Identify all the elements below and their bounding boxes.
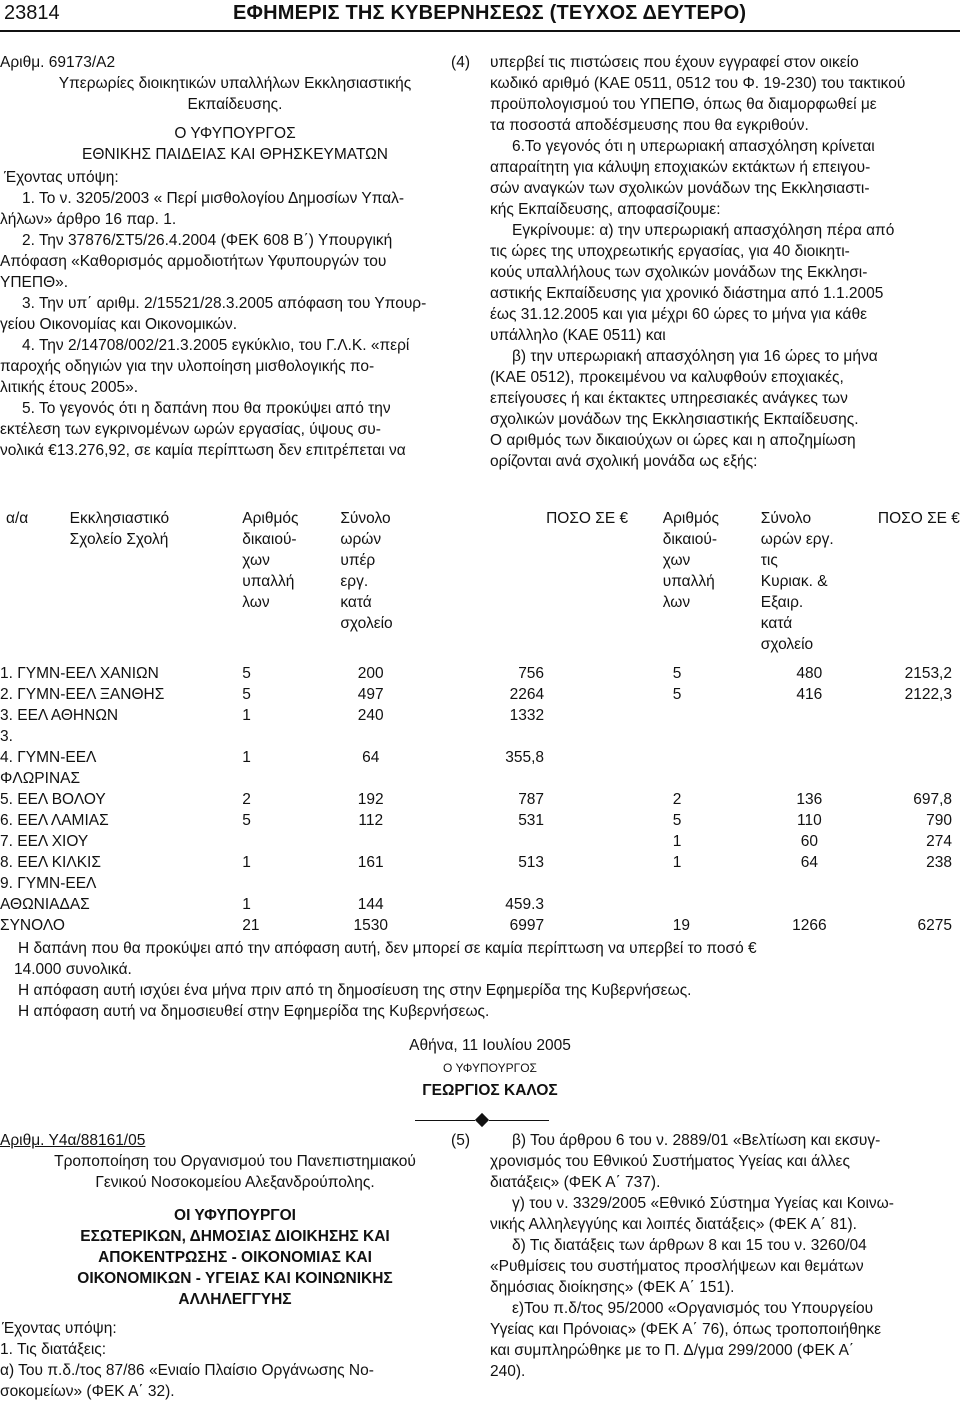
text-line: αστικής Εκπαίδευσης για χρονικό διάστημα από 1.1.2005 bbox=[490, 285, 884, 302]
header-rule bbox=[0, 30, 960, 32]
text-line: κούς υπαλλήλους των σχολικών μονάδων της Εκκλησι- bbox=[490, 264, 868, 281]
cell-school: 3. bbox=[0, 728, 13, 745]
cell-n2 bbox=[663, 894, 761, 915]
cell-school: 3. ΕΕΛ ΑΘΗΝΩΝ bbox=[0, 707, 119, 724]
cell-a1 bbox=[439, 873, 546, 894]
header-beneficiaries bbox=[242, 508, 340, 655]
decision4-considering: Έχοντας υπόψη: bbox=[4, 169, 119, 186]
cell-school: 8. ΕΕΛ ΚΙΛΚΙΣ bbox=[0, 854, 101, 871]
header-beneficiaries-2 bbox=[663, 508, 761, 655]
cell-h2 bbox=[761, 747, 878, 768]
text-line: 2. Την 37876/ΣΤ5/26.4.2004 (ΦΕΚ 608 Β΄) Υπουργική bbox=[22, 232, 393, 249]
cell-n2 bbox=[663, 705, 761, 726]
cell-n1 bbox=[242, 831, 340, 852]
cell-n1: 21 bbox=[242, 917, 260, 934]
decision5-seq: (5) bbox=[451, 1132, 470, 1149]
text-line: νικής Αλληλεγγύης και λοιπές διατάξεις» (ΦΕΚ Α΄ 81). bbox=[490, 1216, 857, 1233]
authority-line: ΟΙ ΥΦΥΠΟΥΡΓΟΙ bbox=[174, 1207, 296, 1224]
authority-line: ΟΙΚΟΝΟΜΙΚΩΝ - ΥΓΕΙΑΣ ΚΑΙ ΚΟΙΝΩΝΙΚΗΣ bbox=[77, 1270, 393, 1287]
cell-a2: 2153,2 bbox=[904, 665, 952, 682]
cell-h1: 112 bbox=[358, 812, 384, 829]
text-line: 1. Το ν. 3205/2003 « Περί μισθολογίου Δημοσίων Υπαλ- bbox=[22, 190, 405, 207]
cell-a2 bbox=[878, 873, 960, 894]
cell-h1: 144 bbox=[357, 896, 384, 913]
cell-school: 5. ΕΕΛ ΒΟΛΟΥ bbox=[0, 791, 106, 808]
cell-n2: 5 bbox=[672, 686, 682, 703]
header-line: ΠΟΣΟ ΣΕ € bbox=[877, 510, 960, 527]
header-line: Σύνολο bbox=[760, 510, 812, 527]
signer-name: ΓΕΩΡΓΙΟΣ ΚΑΛΟΣ bbox=[422, 1082, 558, 1099]
cell-n1: 5 bbox=[242, 812, 251, 829]
cell-n2: 19 bbox=[672, 917, 690, 934]
text-line: χρονισμός του Εθνικού Συστήματος Υγείας και άλλες bbox=[490, 1153, 850, 1170]
header-total-hours bbox=[340, 508, 439, 655]
cell-h1 bbox=[340, 768, 439, 789]
cell-h2 bbox=[761, 705, 878, 726]
text-line: έως 31.12.2005 και για μέχρι 60 ώρες το μήνα για κάθε bbox=[490, 306, 868, 323]
text-line: ορίζονται ανά σχολική μονάδα ως εξής: bbox=[490, 453, 758, 470]
cell-school: 1. ΓΥΜΝ-ΕΕΛ ΧΑΝΙΩΝ bbox=[0, 665, 159, 682]
text-line: υπερβεί τις πιστώσεις που έχουν εγγραφεί στον οικείο bbox=[490, 54, 859, 71]
text-line: διατάξεις» (ΦΕΚ Α΄ 737). bbox=[490, 1174, 661, 1191]
cell-a1: 513 bbox=[518, 854, 545, 871]
cell-h1: 64 bbox=[362, 749, 380, 766]
cell-a1: 531 bbox=[518, 812, 545, 829]
cell-n2: 2 bbox=[672, 791, 682, 808]
table-row bbox=[0, 663, 960, 684]
text-line: τα ποσοστά αποδέσμευσης που θα εγκριθούν. bbox=[490, 117, 809, 134]
cell-n1: 5 bbox=[242, 686, 251, 703]
text-line: 240). bbox=[490, 1363, 526, 1380]
table-row bbox=[0, 894, 960, 915]
text-line: δημόσιας διοίκησης» (ΦΕΚ Α΄ 151). bbox=[490, 1279, 735, 1296]
cell-a1: 1332 bbox=[509, 707, 545, 724]
table-row bbox=[0, 810, 960, 831]
header-line: λων bbox=[242, 594, 270, 611]
cell-n2 bbox=[663, 768, 761, 789]
header-line: σχολείο bbox=[340, 615, 393, 632]
cell-a1: 355,8 bbox=[505, 749, 545, 766]
table-row bbox=[0, 768, 960, 789]
decision4-authority-2: ΕΘΝΙΚΗΣ ΠΑΙΔΕΙΑΣ ΚΑΙ ΘΡΗΣΚΕΥΜΑΤΩΝ bbox=[82, 146, 388, 163]
cell-h1 bbox=[340, 726, 439, 747]
text-line: παροχής οδηγιών για την υλοποίηση μισθολογικής πο- bbox=[0, 358, 375, 375]
cell-h2: 64 bbox=[800, 854, 818, 871]
text-line: σχολικών μονάδων της Εκκλησιαστικής Εκπαίδευσης. bbox=[490, 411, 859, 428]
header-line: υπαλλή bbox=[662, 573, 715, 590]
divider-right bbox=[489, 1120, 549, 1121]
decision4-subject-2: Εκπαίδευσης. bbox=[187, 96, 283, 113]
text-line: υπάλληλο (ΚΑΕ 0511) και bbox=[490, 327, 666, 344]
text-line: «Ρυθμίσεις του συστήματος προσλήψεων και θεμάτων bbox=[490, 1258, 864, 1275]
header-line: δικαιού- bbox=[662, 531, 718, 548]
header-line: ωρών εργ. bbox=[760, 531, 834, 548]
header-line: λων bbox=[662, 594, 691, 611]
closing-line-4: Η απόφαση αυτή να δημοσιευθεί στην Εφημερίδα της Κυβερνήσεως. bbox=[18, 1003, 490, 1020]
text-line: β) την υπερωριακή απασχόληση για 16 ώρες το μήνα bbox=[512, 348, 878, 365]
closing-line-3: Η απόφαση αυτή ισχύει ένα μήνα πριν από τη δημοσίευση της στην Εφημερίδα της Κυβερνήσεως. bbox=[18, 982, 692, 999]
header-total-hours-2 bbox=[761, 508, 878, 655]
table-row bbox=[0, 726, 960, 747]
decision5-right-text bbox=[490, 1130, 956, 1382]
cell-a2 bbox=[878, 894, 960, 915]
text-line: κωδικό αριθμό (ΚΑΕ 0511, 0512 του Φ. 19-230) του τακτικού bbox=[490, 75, 906, 92]
header-aa: α/α bbox=[6, 510, 29, 527]
header-line: τις bbox=[760, 552, 778, 569]
cell-n1 bbox=[242, 768, 340, 789]
header-line: Εξαιρ. bbox=[760, 594, 804, 611]
cell-a2: 2122,3 bbox=[904, 686, 952, 703]
cell-a2: 790 bbox=[926, 812, 952, 829]
text-line: και συμπληρώθηκε με το Π. Δ/γμα 299/2000 (ΦΕΚ Α΄ bbox=[490, 1342, 855, 1359]
cell-h2 bbox=[761, 768, 878, 789]
table-header-row bbox=[0, 508, 960, 655]
text-line: τις ώρες της υποχρεωτικής εργασίας, για 40 διοικητι- bbox=[490, 243, 850, 260]
text-line: δ) Τις διατάξεις των άρθρων 8 και 15 του ν. 3260/04 bbox=[512, 1237, 867, 1254]
cell-school: ΦΛΩΡΙΝΑΣ bbox=[0, 770, 81, 787]
cell-h1 bbox=[340, 873, 439, 894]
cell-a2 bbox=[878, 747, 960, 768]
authority-line: ΑΠΟΚΕΝΤΡΩΣΗΣ - ΟΙΚΟΝΟΜΙΑΣ ΚΑΙ bbox=[98, 1249, 372, 1266]
cell-h2: 136 bbox=[796, 791, 823, 808]
text-line: Απόφαση «Καθορισμός αρμοδιοτήτων Υφυπουργών του bbox=[0, 253, 387, 270]
text-line: 1. Τις διατάξεις: bbox=[0, 1341, 107, 1358]
table-row bbox=[0, 684, 960, 705]
header-line: κατά bbox=[340, 594, 372, 611]
text-line: λιτικής έτους 2005». bbox=[0, 379, 139, 396]
text-line: σοκομείων» (ΦΕΚ Α΄ 32). bbox=[0, 1383, 175, 1400]
header-line: κατά bbox=[760, 615, 793, 632]
cell-h1: 192 bbox=[357, 791, 384, 808]
decision4-right-column bbox=[490, 52, 956, 472]
decision5-number-row bbox=[0, 1130, 470, 1151]
header-line: Σύνολο bbox=[340, 510, 391, 527]
table-row bbox=[0, 873, 960, 894]
text-line: προϋπολογισμού του ΥΠΕΠΘ, όπως θα διαμορφωθεί με bbox=[490, 96, 877, 113]
decision5-left-text bbox=[0, 1339, 470, 1402]
cell-n2: 5 bbox=[672, 665, 682, 682]
cell-school: ΣΥΝΟΛΟ bbox=[0, 917, 65, 934]
cell-a2: 6275 bbox=[917, 917, 952, 934]
decision4-closing bbox=[14, 938, 954, 1022]
text-line: 4. Την 2/14708/002/21.3.2005 εγκύκλιο, του Γ.Λ.Κ. «περί bbox=[22, 337, 410, 354]
cell-n2: 1 bbox=[672, 854, 682, 871]
header-line: δικαιού- bbox=[242, 531, 297, 548]
header-line: υπέρ bbox=[340, 552, 376, 569]
text-line: επείγουσες ή και έκτακτες υπηρεσιακές ανάγκες των bbox=[490, 390, 848, 407]
decision4-seq: (4) bbox=[451, 54, 470, 71]
cell-school: 9. ΓΥΜΝ-ΕΕΛ bbox=[0, 875, 97, 892]
authority-line: ΕΣΩΤΕΡΙΚΩΝ, ΔΗΜΟΣΙΑΣ ΔΙΟΙΚΗΣΗΣ ΚΑΙ bbox=[80, 1228, 390, 1245]
decision5-subject-2: Γενικού Νοσοκομείου Αλεξανδρούπολης. bbox=[95, 1174, 375, 1191]
cell-n1: 1 bbox=[242, 896, 251, 913]
text-line: ε)Του π.δ/τος 95/2000 «Οργανισμός του Υπουργείου bbox=[512, 1300, 874, 1317]
gazette-title: ΕΦΗΜΕΡΙΣ ΤΗΣ ΚΥΒΕΡΝΗΣΕΩΣ (ΤΕΥΧΟΣ ΔΕΥΤΕΡΟ) bbox=[233, 2, 747, 24]
cell-h2 bbox=[761, 873, 878, 894]
decision5-right-column bbox=[490, 1130, 956, 1382]
cell-a2: 274 bbox=[926, 833, 952, 850]
text-line: (ΚΑΕ 0512), προκειμένου να καλυφθούν εποχιακές, bbox=[490, 369, 844, 386]
decision5-subject-1: Τροποποίηση του Οργανισμού του Πανεπιστημιακού bbox=[54, 1153, 416, 1170]
table-row bbox=[0, 831, 960, 852]
header-school bbox=[70, 508, 243, 655]
cell-h2: 480 bbox=[796, 665, 823, 682]
cell-a1 bbox=[439, 831, 546, 852]
cell-h1: 497 bbox=[357, 686, 384, 703]
text-line: 3. Την υπ΄ αριθμ. 2/15521/28.3.2005 απόφαση του Υπουρ- bbox=[22, 295, 427, 312]
cell-school: 6. ΕΕΛ ΛΑΜΙΑΣ bbox=[0, 812, 109, 829]
cell-n2 bbox=[663, 726, 761, 747]
header-line: εργ. bbox=[340, 573, 369, 590]
cell-h2 bbox=[761, 894, 878, 915]
cell-school: 7. ΕΕΛ ΧΙΟΥ bbox=[0, 833, 89, 850]
decision4-left-text bbox=[0, 188, 470, 461]
cell-a1: 787 bbox=[518, 791, 545, 808]
cell-h2: 60 bbox=[800, 833, 818, 850]
closing-line-1: Η δαπάνη που θα προκύψει από την απόφαση αυτή, δεν μπορεί σε καμία περίπτωση να υπερβεί το ποσό € bbox=[18, 940, 757, 957]
cell-a1: 2264 bbox=[509, 686, 545, 703]
cell-n2: 5 bbox=[672, 812, 682, 829]
text-line: γ) του ν. 3329/2005 «Εθνικό Σύστημα Υγείας και Κοινω- bbox=[512, 1195, 894, 1212]
cell-n1: 5 bbox=[242, 665, 251, 682]
cell-a1 bbox=[439, 726, 546, 747]
text-line: α) Του π.δ./τος 87/86 «Ενιαίο Πλαίσιο Οργάνωσης Νο- bbox=[0, 1362, 374, 1379]
cell-n1: 1 bbox=[242, 854, 251, 871]
cell-a1: 756 bbox=[518, 665, 545, 682]
header-line: Κυριακ. & bbox=[760, 573, 828, 590]
cell-a2 bbox=[878, 705, 960, 726]
text-line: λήλων» άρθρο 16 παρ. 1. bbox=[0, 211, 177, 228]
table-row bbox=[0, 705, 960, 726]
cell-n2 bbox=[663, 747, 761, 768]
header-line: Εκκλησιαστικό bbox=[69, 510, 170, 527]
decision4-left-column bbox=[0, 52, 470, 461]
decision5-authority bbox=[0, 1205, 470, 1310]
table-row bbox=[0, 852, 960, 873]
cell-n2 bbox=[663, 873, 761, 894]
divider-diamond bbox=[475, 1113, 489, 1127]
cell-h1: 240 bbox=[357, 707, 384, 724]
text-line: σών αναγκών των σχολικών μονάδων της Εκκλησιαστι- bbox=[490, 180, 870, 197]
text-line: Ο αριθμός των δικαιούχων οι ώρες και η αποζημίωση bbox=[490, 432, 856, 449]
cell-school: 4. ΓΥΜΝ-ΕΕΛ bbox=[0, 749, 97, 766]
cell-n2: 1 bbox=[672, 833, 682, 850]
header-line: Αριθμός bbox=[662, 510, 719, 527]
cell-n1 bbox=[242, 726, 340, 747]
signer-title: Ο ΥΦΥΠΟΥΡΓΟΣ bbox=[443, 1061, 537, 1075]
decision4-authority-1: Ο ΥΦΥΠΟΥΡΓΟΣ bbox=[174, 125, 296, 142]
decision4-right-text bbox=[490, 52, 956, 472]
text-line: 5. Το γεγονός ότι η δαπάνη που θα προκύψει από την bbox=[22, 400, 391, 417]
cell-h1: 161 bbox=[357, 854, 384, 871]
header-line: Αριθμός bbox=[242, 510, 299, 527]
cell-a1 bbox=[439, 768, 546, 789]
page-number: 23814 bbox=[4, 2, 60, 24]
header-line: ΠΟΣΟ ΣΕ € bbox=[546, 510, 629, 527]
text-line: Υγείας και Πρόνοιας» (ΦΕΚ Α΄ 76), όπως τροποποιήθηκε bbox=[490, 1321, 882, 1338]
authority-line: ΑΛΛΗΛΕΓΓΥΗΣ bbox=[178, 1291, 292, 1308]
text-line: ΥΠΕΠΘ». bbox=[0, 274, 69, 291]
cell-a2 bbox=[878, 726, 960, 747]
decision5-number: Αριθμ. Υ4α/88161/05 bbox=[0, 1132, 146, 1149]
cell-h1: 1530 bbox=[353, 917, 388, 934]
cell-a1: 459.3 bbox=[505, 896, 545, 913]
cell-h2: 416 bbox=[796, 686, 823, 703]
text-line: εκτέλεση των εγκρινομένων ωρών εργασίας, ύψους συ- bbox=[0, 421, 381, 438]
divider-left bbox=[415, 1120, 475, 1121]
cell-h2 bbox=[761, 726, 878, 747]
decision4-subject-1: Υπερωρίες διοικητικών υπαλλήλων Εκκλησιαστικής bbox=[58, 75, 412, 92]
cell-h2: 1266 bbox=[792, 917, 827, 934]
signature-block bbox=[385, 1035, 595, 1101]
cell-a2 bbox=[878, 768, 960, 789]
cell-n1: 1 bbox=[242, 749, 251, 766]
header-line: σχολείο bbox=[760, 636, 814, 653]
table-body bbox=[0, 655, 960, 936]
cell-n1 bbox=[242, 873, 340, 894]
decision4-number: Αριθμ. 69173/Α2 bbox=[0, 54, 116, 71]
table-row bbox=[0, 915, 960, 936]
text-line: 6.Το γεγονός ότι η υπερωριακή απασχόληση κρίνεται bbox=[512, 138, 875, 155]
cell-a1: 6997 bbox=[509, 917, 545, 934]
header-line: υπαλλή bbox=[242, 573, 295, 590]
cell-h1: 200 bbox=[357, 665, 384, 682]
cell-n1: 1 bbox=[242, 707, 251, 724]
cell-school: ΑΘΩΝΙΑΔΑΣ bbox=[0, 896, 90, 913]
text-line: κής Εκπαίδευσης, αποφασίζουμε: bbox=[490, 201, 721, 218]
text-line: απαραίτητη για κάλυψη εποχιακών εκτάκτων ή επειγου- bbox=[490, 159, 871, 176]
header-line: χων bbox=[242, 552, 270, 569]
header-line: ωρών bbox=[340, 531, 382, 548]
cell-h2: 110 bbox=[796, 812, 822, 829]
overtime-table bbox=[0, 508, 960, 936]
cell-a2: 697,8 bbox=[913, 791, 952, 808]
header-amount bbox=[546, 508, 663, 655]
place-date: Αθήνα, 11 Ιουλίου 2005 bbox=[409, 1037, 571, 1054]
decision4-number-row bbox=[0, 52, 470, 73]
header-line: χων bbox=[662, 552, 691, 569]
header-amount-2 bbox=[878, 508, 960, 655]
text-line: νολικά €13.276,92, σε καμία περίπτωση δεν επιτρέπεται να bbox=[0, 442, 406, 459]
text-line: γείου Οικονομίας και Οικονομικών. bbox=[0, 316, 238, 333]
table-row bbox=[0, 747, 960, 768]
table-row bbox=[0, 789, 960, 810]
cell-school: 2. ΓΥΜΝ-ΕΕΛ ΞΑΝΘΗΣ bbox=[0, 686, 165, 703]
decision5-left-column bbox=[0, 1130, 470, 1402]
closing-line-2: 14.000 συνολικά. bbox=[14, 961, 132, 978]
header-line: Σχολείο Σχολή bbox=[69, 531, 169, 548]
cell-h1 bbox=[340, 831, 439, 852]
cell-n1: 2 bbox=[242, 791, 251, 808]
text-line: β) Του άρθρου 6 του ν. 2889/01 «Βελτίωση και εκσυγ- bbox=[512, 1132, 881, 1149]
text-line: Εγκρίνουμε: α) την υπερωριακή απασχόληση πέρα από bbox=[512, 222, 895, 239]
cell-a2: 238 bbox=[926, 854, 952, 871]
decision5-considering: Έχοντας υπόψη: bbox=[2, 1320, 117, 1337]
